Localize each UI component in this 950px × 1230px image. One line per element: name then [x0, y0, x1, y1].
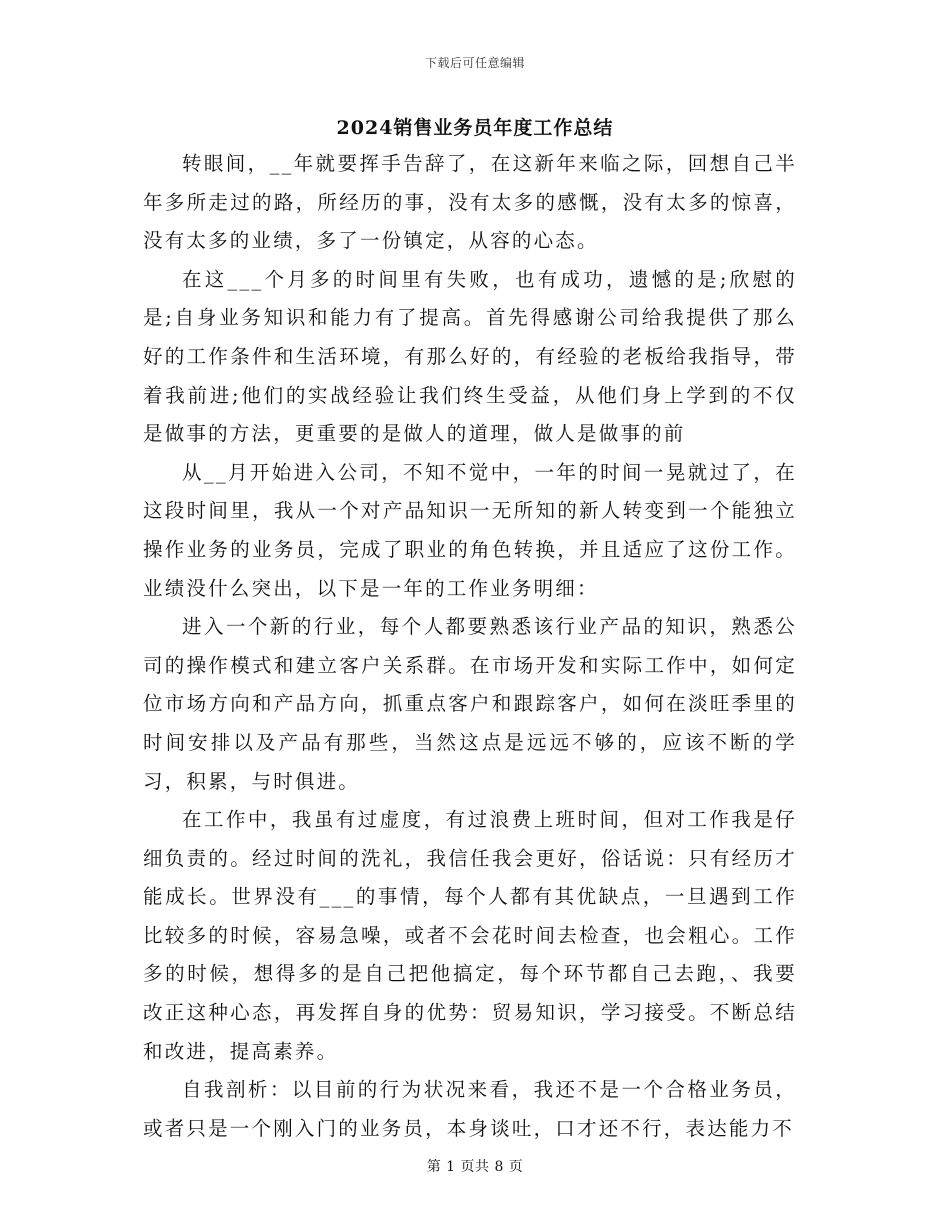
paragraph: 转眼间，__年就要挥手告辞了，在这新年来临之际，回想自己半年多所走过的路，所经历的事，没有太多的感慨，没有太多的惊喜，没有太多的业绩，多了一份镇定，从容的心态。 — [143, 152, 797, 253]
paragraph: 在工作中，我虽有过虚度，有过浪费上班时间，但对工作我是仔细负责的。经过时间的洗礼，我信任我会更好，俗话说：只有经历才能成长。世界没有___的事情，每个人都有其优缺点，一旦遇到工作比较多的时候，容易急噪，或者不会花时间去检查，也会粗心。工作多的时候，想得多的是自己把他搞定，每个环节都自己去跑，、我要改正这种心态，再发挥自身的优势：贸易知识，学习接受。不断总结和改进，提高素养。 — [143, 808, 797, 1063]
paragraph: 进入一个新的行业，每个人都要熟悉该行业产品的知识，熟悉公司的操作模式和建立客户关系群。在市场开发和实际工作中，如何定位市场方向和产品方向，抓重点客户和跟踪客户，如何在淡旺季里的时间安排以及产品有那些，当然这点是远远不够的，应该不断的学习，积累，与时俱进。 — [143, 615, 797, 793]
paragraph: 在这___个月多的时间里有失败，也有成功，遗憾的是;欣慰的是;自身业务知识和能力有了提高。首先得感谢公司给我提供了那么好的工作条件和生活环境，有那么好的，有经验的老板给我指导，带着我前进;他们的实战经验让我们终生受益，从他们身上学到的不仅是做事的方法，更重要的是做人的道理，做人是做事的前 — [143, 267, 797, 446]
document-title: 2024销售业务员年度工作总结 — [336, 117, 614, 139]
page-number-footer: 第 1 页共 8 页 — [426, 1159, 524, 1175]
header-note: 下载后可任意编辑 — [424, 56, 525, 70]
paragraph: 从__月开始进入公司，不知不觉中，一年的时间一晃就过了，在这段时间里，我从一个对产品知识一无所知的新人转变到一个能独立操作业务的业务员，完成了职业的角色转换，并且适应了这份工作。业绩没什么突出，以下是一年的工作业务明细： — [143, 460, 797, 600]
document-body — [143, 145, 797, 1148]
paragraph: 自我剖析：以目前的行为状况来看，我还不是一个合格业务员，或者只是一个刚入门的业务员，本身谈吐，口才还不行，表达能力不 — [143, 1078, 797, 1140]
